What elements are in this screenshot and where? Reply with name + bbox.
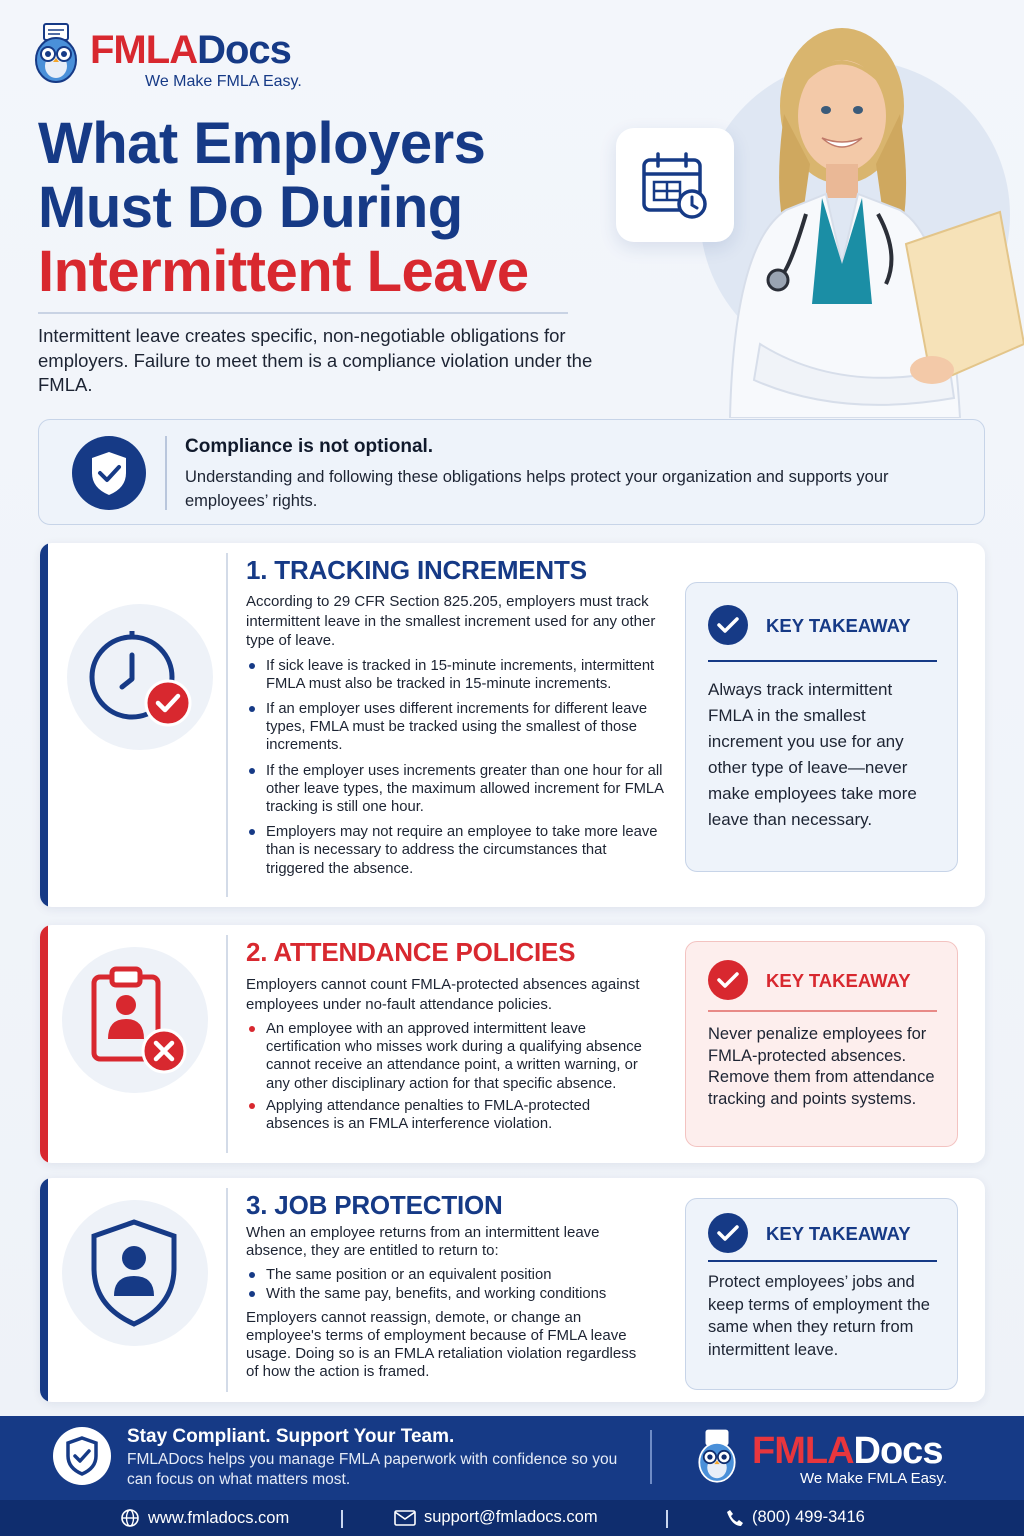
banner-divider bbox=[165, 436, 167, 510]
key-takeaway-label: KEY TAKEAWAY bbox=[766, 615, 911, 636]
phone-icon bbox=[726, 1509, 744, 1527]
list-item: If the employer uses increments greater than one hour for all other leave types, the maximum allowed increment for FMLA tracking is still one hour. bbox=[246, 762, 666, 817]
section-divider bbox=[226, 553, 228, 897]
list-item: Employers may not require an employee to take more leave than is necessary to address the circumstances that triggered the absence. bbox=[246, 823, 666, 878]
bullet-list bbox=[246, 1266, 646, 1303]
section-job-protection bbox=[40, 1178, 985, 1402]
doctor-illustration bbox=[700, 14, 1024, 418]
compliance-banner bbox=[38, 419, 985, 525]
brand-tagline: We Make FMLA Easy. bbox=[145, 73, 302, 90]
bullet-list bbox=[246, 657, 666, 878]
check-circle-icon bbox=[708, 1213, 748, 1253]
key-takeaway-label: KEY TAKEAWAY bbox=[766, 970, 911, 991]
section-title: 3. JOB PROTECTION bbox=[246, 1190, 503, 1220]
calendar-card bbox=[616, 128, 734, 242]
banner-title: Compliance is not optional. bbox=[185, 436, 434, 457]
calendar-clock-icon bbox=[638, 148, 712, 222]
section-accent-bar bbox=[40, 925, 48, 1163]
owl-mascot-icon bbox=[30, 22, 82, 86]
check-circle-icon bbox=[708, 960, 748, 1000]
section-body bbox=[246, 975, 646, 1133]
page-title bbox=[38, 112, 598, 304]
key-takeaway-box bbox=[685, 582, 958, 872]
list-item: Applying attendance penalties to FMLA-protected absences is an FMLA interference violation. bbox=[246, 1097, 646, 1133]
list-item: With the same pay, benefits, and working conditions bbox=[246, 1285, 646, 1303]
list-item: An employee with an approved intermittent leave certification who misses work during a qualifying absence cannot receive an attendance point, a written warning, or any other disciplinary action for that specific absence. bbox=[246, 1020, 646, 1093]
section-outro: Employers cannot reassign, demote, or change an employee's terms of employment because of FMLA leave usage. Doing so is an FMLA retaliation violation regardless of how the action is framed. bbox=[246, 1309, 637, 1381]
footer-brand-wordmark: FMLADocs bbox=[752, 1430, 943, 1472]
section-intro: Employers cannot count FMLA-protected absences against employees under no-fault attendance policies. bbox=[246, 976, 640, 1013]
title-divider bbox=[38, 312, 568, 314]
shield-check-icon bbox=[72, 436, 146, 510]
section-divider bbox=[226, 1188, 228, 1392]
takeaway-divider bbox=[708, 660, 937, 662]
key-takeaway-text: Always track intermittent FMLA in the smallest increment you use for any other type of leave—never make employees take more leave than necessary. bbox=[708, 680, 917, 829]
footer bbox=[0, 1416, 1024, 1536]
takeaway-divider bbox=[708, 1260, 937, 1262]
mail-icon bbox=[394, 1510, 416, 1526]
list-item: If sick leave is tracked in 15-minute increments, intermittent FMLA must also be tracked in 15-minute increments. bbox=[246, 657, 666, 693]
section-accent-bar bbox=[40, 1178, 48, 1402]
footer-text: FMLADocs helps you manage FMLA paperwork with confidence so you can focus on what matters most. bbox=[127, 1451, 618, 1488]
section-body bbox=[246, 592, 666, 878]
section-title: 1. TRACKING INCREMENTS bbox=[246, 555, 587, 585]
contact-divider bbox=[666, 1510, 668, 1528]
phone-text: (800) 499-3416 bbox=[752, 1508, 865, 1526]
clock-check-icon bbox=[88, 627, 196, 727]
shield-person-icon bbox=[86, 1216, 182, 1330]
banner-text: Understanding and following these obligations helps protect your organization and supports your employees’ rights. bbox=[185, 468, 889, 510]
key-takeaway-text: Never penalize employees for FMLA-protected absences. Remove them from attendance tracking and points systems. bbox=[708, 1025, 935, 1108]
title-line-2: Must Do During bbox=[38, 175, 463, 240]
section-attendance-policies bbox=[40, 925, 985, 1163]
contact-bar bbox=[0, 1500, 1024, 1536]
title-line-1: What Employers bbox=[38, 111, 486, 176]
section-title: 2. ATTENDANCE POLICIES bbox=[246, 937, 576, 967]
footer-brand-tagline: We Make FMLA Easy. bbox=[800, 1470, 947, 1487]
bullet-list bbox=[246, 1020, 646, 1133]
website-link[interactable] bbox=[120, 1508, 289, 1528]
key-takeaway-box bbox=[685, 941, 958, 1147]
takeaway-divider bbox=[708, 1010, 937, 1012]
section-divider bbox=[226, 935, 228, 1153]
list-item: If an employer uses different increments for different leave types, FMLA must be tracked using the smallest of those increments. bbox=[246, 700, 666, 755]
key-takeaway-box bbox=[685, 1198, 958, 1390]
website-text: www.fmladocs.com bbox=[148, 1508, 290, 1527]
section-intro: According to 29 CFR Section 825.205, employers must track intermittent leave in the smallest increment used for any other type of leave. bbox=[246, 593, 656, 649]
owl-mascot-icon bbox=[694, 1428, 740, 1486]
globe-icon bbox=[120, 1508, 140, 1528]
section-body bbox=[246, 1224, 646, 1381]
section-intro: When an employee returns from an intermittent leave absence, they are entitled to return to: bbox=[246, 1224, 600, 1259]
intro-text: Intermittent leave creates specific, non-negotiable obligations for employers. Failure to meet them is a compliance violation under the FMLA. bbox=[38, 325, 593, 395]
brand-wordmark: FMLADocs bbox=[90, 28, 291, 72]
check-circle-icon bbox=[708, 605, 748, 645]
key-takeaway-label: KEY TAKEAWAY bbox=[766, 1223, 911, 1244]
section-tracking-increments bbox=[40, 543, 985, 907]
section-accent-bar bbox=[40, 543, 48, 907]
footer-divider bbox=[650, 1430, 652, 1484]
brand-logo[interactable] bbox=[30, 22, 320, 94]
title-line-3: Intermittent Leave bbox=[38, 239, 529, 304]
email-link[interactable] bbox=[394, 1508, 598, 1527]
clipboard-person-x-icon bbox=[88, 963, 188, 1077]
phone-link[interactable] bbox=[726, 1508, 865, 1527]
list-item: The same position or an equivalent position bbox=[246, 1266, 646, 1284]
footer-title: Stay Compliant. Support Your Team. bbox=[127, 1426, 455, 1447]
contact-divider bbox=[341, 1510, 343, 1528]
email-text: support@fmladocs.com bbox=[424, 1508, 598, 1526]
shield-check-icon bbox=[52, 1426, 112, 1486]
key-takeaway-text: Protect employees’ jobs and keep terms of employment the same when they return from intermittent leave. bbox=[708, 1273, 930, 1359]
